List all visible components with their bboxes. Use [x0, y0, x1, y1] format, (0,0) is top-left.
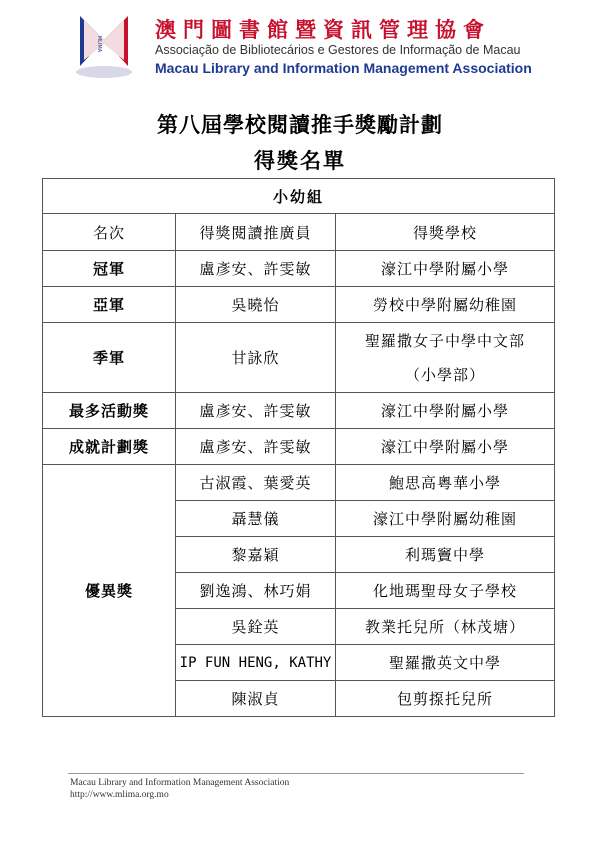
- table-row: [43, 465, 555, 501]
- table-row: [43, 393, 555, 429]
- footer: [70, 777, 289, 801]
- footer-divider: [68, 773, 524, 774]
- school-cell: [336, 323, 555, 393]
- names-cell: 吳銓英: [176, 609, 336, 645]
- column-header: 得獎學校: [336, 214, 555, 251]
- rank-cell: 冠軍: [43, 251, 176, 287]
- names-cell: 盧彥安、許雯敏: [176, 393, 336, 429]
- rank-cell: 季軍: [43, 323, 176, 393]
- letterhead: [0, 0, 600, 90]
- names-cell: 聶慧儀: [176, 501, 336, 537]
- rank-cell: 亞軍: [43, 287, 176, 323]
- names-cell: IP FUN HENG, KATHY: [176, 645, 336, 681]
- names-cell: 陳淑貞: [176, 681, 336, 717]
- school-line: （小學部）: [405, 365, 486, 384]
- group-title: 小幼組: [43, 179, 555, 214]
- school-cell: 濠江中學附屬小學: [336, 429, 555, 465]
- header-row: [43, 214, 555, 251]
- logo-text: MLIMA: [96, 35, 102, 53]
- group-row: [43, 179, 555, 214]
- footer-org: Macau Library and Information Management Association: [70, 778, 290, 788]
- names-cell: 盧彥安、許雯敏: [176, 429, 336, 465]
- names-cell: 盧彥安、許雯敏: [176, 251, 336, 287]
- org-name-pt: Associação de Bibliotecários e Gestores de Informação de Macau: [155, 43, 521, 57]
- org-name-zh: 澳門圖書館暨資訊管理協會: [155, 17, 491, 42]
- org-name-en: Macau Library and Information Management Association: [155, 60, 532, 76]
- column-header: 名次: [43, 214, 176, 251]
- school-cell: 濠江中學附屬小學: [336, 251, 555, 287]
- table-row: [43, 323, 555, 393]
- names-cell: 甘詠欣: [176, 323, 336, 393]
- column-header: 得獎閱讀推廣員: [176, 214, 336, 251]
- school-cell: 教業托兒所（林茂塘）: [336, 609, 555, 645]
- names-cell: 黎嘉穎: [176, 537, 336, 573]
- names-cell: 吳曉怡: [176, 287, 336, 323]
- table-row: [43, 429, 555, 465]
- rank-cell: 成就計劃獎: [43, 429, 176, 465]
- school-line: 聖羅撒女子中學中文部: [365, 331, 526, 350]
- award-table: [42, 178, 555, 717]
- school-cell: 濠江中學附屬小學: [336, 393, 555, 429]
- table-row: [43, 287, 555, 323]
- document-title: 第八屆學校閱讀推手獎勵計劃: [157, 112, 443, 137]
- rank-cell: 優異獎: [43, 465, 176, 717]
- school-cell: 包剪揼托兒所: [336, 681, 555, 717]
- school-cell: 濠江中學附屬幼稚園: [336, 501, 555, 537]
- footer-url[interactable]: http://www.mlima.org.mo: [70, 790, 169, 800]
- table-row: [43, 251, 555, 287]
- document-subtitle: 得獎名單: [254, 148, 346, 173]
- names-cell: 劉逸鴻、林巧娟: [176, 573, 336, 609]
- school-cell: 勞校中學附屬幼稚園: [336, 287, 555, 323]
- school-cell: 聖羅撒英文中學: [336, 645, 555, 681]
- mlima-logo: [74, 14, 134, 80]
- rank-cell: 最多活動獎: [43, 393, 176, 429]
- names-cell: 古淑霞、葉愛英: [176, 465, 336, 501]
- school-cell: 利瑪竇中學: [336, 537, 555, 573]
- school-cell: 鮑思高粵華小學: [336, 465, 555, 501]
- school-cell: 化地瑪聖母女子學校: [336, 573, 555, 609]
